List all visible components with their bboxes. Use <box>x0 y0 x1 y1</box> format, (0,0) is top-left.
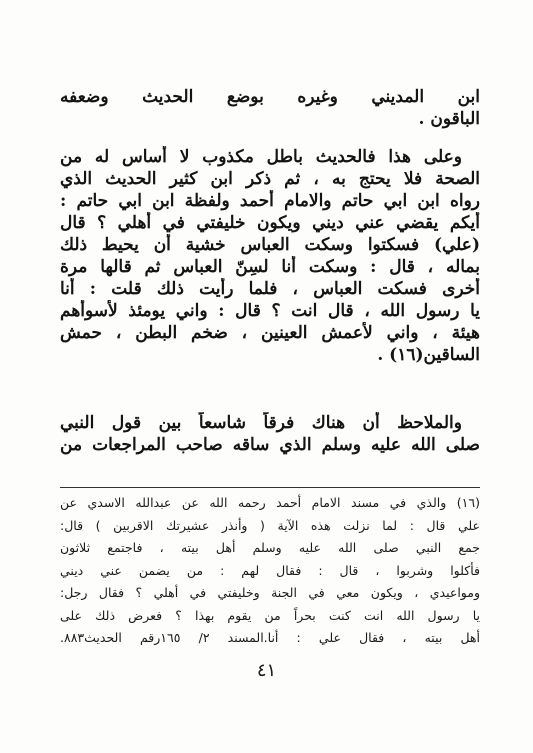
text-line: صلى الله عليه وسلم الذي ساقه صاحب المراجعات من <box>60 435 480 455</box>
text-line: الباقون . <box>418 109 480 129</box>
main-text <box>60 78 480 478</box>
footnote-line: (١٦) والذي في مسند الامام أحمد رحمه الله عن عبدالله الاسدي عن <box>60 495 480 510</box>
footnote-line: جمع النبي صلى الله عليه وسلم أهل بيته ، فاجتمع ثلاثون <box>60 540 480 555</box>
text-line: (علي) فسكتوا وسكت العباس خشية أن يحيط ذلك <box>60 235 480 255</box>
text-line: أخرى فسكت العباس ، فلما رأيت ذلك قلت : أنا <box>60 279 480 299</box>
text-line: بماله ، قال : وسكت أنا لسِنّ العباس ثم قالها مرة <box>60 257 480 277</box>
text-line: الساقين(١٦) . <box>377 345 480 365</box>
footnotes <box>60 492 480 650</box>
text-line: ابن المديني وغيره بوضع الحديث وضعفه <box>60 87 480 107</box>
text-line: أيكم يقضي عني ديني ويكون خليفتي في أهلي ؟ قال <box>60 213 480 233</box>
text-line: رواه ابن ابي حاتم والامام أحمد ولفظة ابن ابي حاتم : <box>60 191 480 211</box>
text-line: هيئة ، واني لأعمش العينين ، ضخم البطن ، حمش <box>60 323 480 343</box>
paragraph-2 <box>60 146 480 366</box>
footnote-line: يا رسول الله انت كنت بحراً من يقوم بهذا ؟ فعرض ذلك على <box>60 607 480 623</box>
text-line: وعلى هذا فالحديث باطل مكذوب لا أساس له من <box>60 147 462 167</box>
page-number: ٤١ <box>256 660 277 681</box>
footnote-line: ومواعيدي ، ويكون معي في الجنة وخليفتي في أهلي ؟ فقال رجل: <box>60 585 480 600</box>
footnote-line: أهل بيته ، فقال علي : أنا.المسند ٢/ ١٦٥رقم الحديث٨٨٣. <box>60 630 480 645</box>
text-line: يا رسول الله ، قال انت ؟ قال : واني يومئذ لأسوأهم <box>60 301 480 321</box>
paragraph-1 <box>60 86 480 130</box>
text-line: والملاحظ أن هناك فرقاً شاسعاً بين قول النبي <box>60 413 462 433</box>
paragraph-3 <box>60 412 480 456</box>
footnote-divider <box>60 487 480 488</box>
text-line: الصحة فلا يحتج به ، ثم ذكر ابن كثير الحديث الذي <box>60 169 480 189</box>
footnote-line: علي قال : لما نزلت هذه الآية ( وأنذر عشيرتك الاقربين ) قال: <box>60 517 480 533</box>
footnote-line: فأكلوا وشربوا ، قال : فقال لهم : من يضمن عني ديني <box>60 562 480 578</box>
